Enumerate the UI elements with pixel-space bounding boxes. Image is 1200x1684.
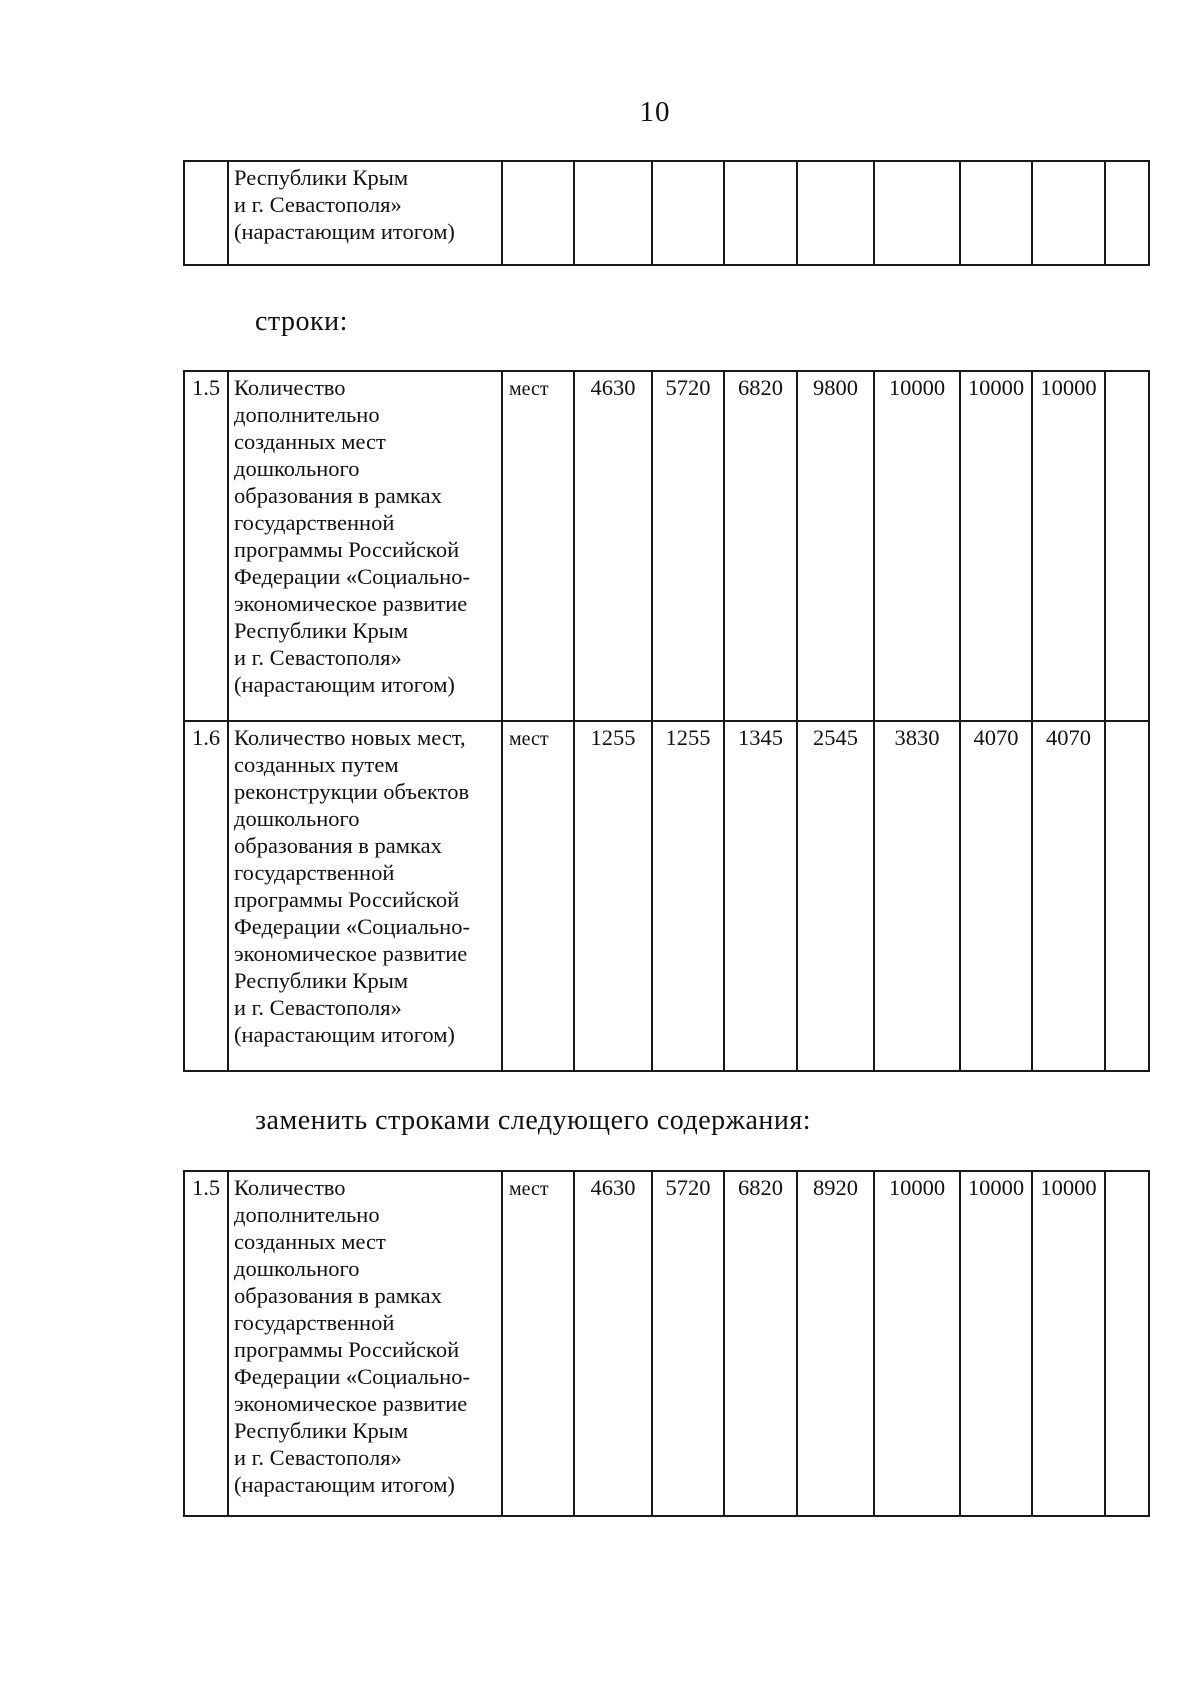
value-cell: 5720: [652, 371, 724, 721]
heading-rows: строки:: [255, 306, 348, 337]
description-line: государственной: [234, 1310, 395, 1335]
description-line: Количество новых мест,: [234, 725, 466, 750]
value-cell: 1255: [574, 721, 652, 1071]
value-cell: 1255: [652, 721, 724, 1071]
description-line: Республики Крым: [234, 1418, 409, 1443]
value-cell: [797, 161, 874, 265]
value-cell: 10000: [874, 1171, 960, 1516]
unit-cell: мест: [502, 371, 574, 721]
description-line: экономическое развитие: [234, 591, 468, 616]
value-cell: 10000: [1032, 1171, 1105, 1516]
description-line: программы Российской: [234, 1337, 460, 1362]
description-line: образования в рамках: [234, 483, 442, 508]
description-line: дополнительно: [234, 402, 380, 427]
description-line: дополнительно: [234, 1202, 380, 1227]
value-cell: 6820: [724, 1171, 797, 1516]
description-line: Республики Крым: [234, 165, 409, 190]
table-row: [184, 161, 1149, 265]
description-line: экономическое развитие: [234, 941, 468, 966]
description-line: Республики Крым: [234, 968, 409, 993]
description-line: дошкольного: [234, 806, 360, 831]
row-index: 1.5: [184, 371, 228, 721]
value-cell: 4070: [960, 721, 1032, 1071]
description-line: (нарастающим итогом): [234, 672, 455, 697]
row-index: 1.5: [184, 1171, 228, 1516]
empty-cell: [1105, 371, 1149, 721]
value-cell: [574, 161, 652, 265]
empty-cell: [1105, 721, 1149, 1071]
table-fragment-top: [183, 160, 1150, 266]
description-line: Количество: [234, 1175, 346, 1200]
description-line: созданных мест: [234, 429, 386, 454]
table-row: [184, 371, 1149, 721]
description-line: (нарастающим итогом): [234, 1022, 455, 1047]
value-cell: 10000: [1032, 371, 1105, 721]
description-line: и г. Севастополя»: [234, 1445, 402, 1470]
value-cell: 10000: [960, 371, 1032, 721]
unit-cell: мест: [502, 1171, 574, 1516]
description-cell: [228, 1171, 502, 1516]
unit-cell: [502, 161, 574, 265]
unit-cell: мест: [502, 721, 574, 1071]
value-cell: [652, 161, 724, 265]
description-line: и г. Севастополя»: [234, 645, 402, 670]
value-cell: [874, 161, 960, 265]
description-line: Количество: [234, 375, 346, 400]
value-cell: 4070: [1032, 721, 1105, 1071]
value-cell: 10000: [960, 1171, 1032, 1516]
empty-cell: [1105, 161, 1149, 265]
description-cell: [228, 721, 502, 1071]
table-row: [184, 1171, 1149, 1516]
value-cell: [1032, 161, 1105, 265]
description-line: реконструкции объектов: [234, 779, 470, 804]
description-line: образования в рамках: [234, 1283, 442, 1308]
description-line: образования в рамках: [234, 833, 442, 858]
heading-replace: заменить строками следующего содержания:: [255, 1105, 812, 1136]
value-cell: 4630: [574, 371, 652, 721]
description-cell: [228, 161, 502, 265]
value-cell: 2545: [797, 721, 874, 1071]
description-line: программы Российской: [234, 537, 460, 562]
table-old-rows: [183, 370, 1150, 1072]
value-cell: 6820: [724, 371, 797, 721]
value-cell: 8920: [797, 1171, 874, 1516]
empty-cell: [1105, 1171, 1149, 1516]
description-line: государственной: [234, 510, 395, 535]
description-line: экономическое развитие: [234, 1391, 468, 1416]
description-line: Федерации «Социально-: [234, 1364, 470, 1389]
value-cell: 5720: [652, 1171, 724, 1516]
value-cell: 4630: [574, 1171, 652, 1516]
value-cell: [960, 161, 1032, 265]
table-row: [184, 721, 1149, 1071]
description-line: дошкольного: [234, 456, 360, 481]
description-line: Федерации «Социально-: [234, 914, 470, 939]
description-line: созданных мест: [234, 1229, 386, 1254]
value-cell: 10000: [874, 371, 960, 721]
description-line: программы Российской: [234, 887, 460, 912]
description-cell: [228, 371, 502, 721]
page-number: 10: [639, 96, 671, 128]
description-line: (нарастающим итогом): [234, 1472, 455, 1497]
value-cell: 3830: [874, 721, 960, 1071]
description-line: и г. Севастополя»: [234, 192, 402, 217]
description-line: государственной: [234, 860, 395, 885]
value-cell: 9800: [797, 371, 874, 721]
row-index: 1.6: [184, 721, 228, 1071]
value-cell: 1345: [724, 721, 797, 1071]
description-line: дошкольного: [234, 1256, 360, 1281]
description-line: Республики Крым: [234, 618, 409, 643]
description-line: (нарастающим итогом): [234, 219, 455, 244]
index-cell: [184, 161, 228, 265]
value-cell: [724, 161, 797, 265]
description-line: созданных путем: [234, 752, 399, 777]
description-line: Федерации «Социально-: [234, 564, 470, 589]
table-new-rows: [183, 1170, 1150, 1517]
description-line: и г. Севастополя»: [234, 995, 402, 1020]
